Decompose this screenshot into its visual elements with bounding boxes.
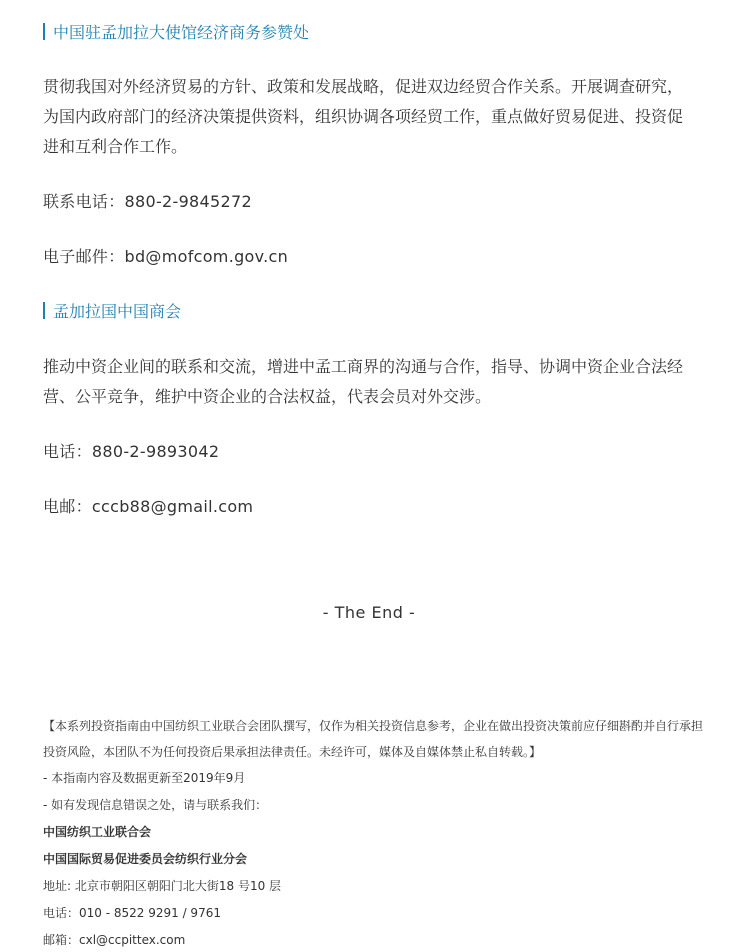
contact-intro: - 如有发现信息错误之处，请与联系我们：: [43, 798, 268, 812]
heading-text: 孟加拉国中国商会: [53, 302, 182, 321]
org-name-secondary: 中国国际贸易促进委员会纺织行业分会: [43, 852, 248, 866]
org-address: 地址: 北京市朝阳区朝阳门北大街18 号10 层: [43, 879, 282, 893]
org-name-primary: 中国纺织工业联合会: [43, 825, 152, 839]
heading-text: 中国驻孟加拉大使馆经济商务参赞处: [53, 23, 310, 42]
heading-accent-bar: [43, 302, 45, 319]
disclaimer-text: 【本系列投资指南由中国纺织工业联合会团队撰写，仅作为相关投资信息参考，企业在做出投资决策前应仔细斟酌并自行承担投资风险，本团队不为任何投资后果承担法律责任。未经许可，媒体及自媒体禁止私自转载。】: [43, 719, 704, 759]
chamber-description: 推动中资企业间的联系和交流，增进中孟工商界的沟通与合作，指导、协调中资企业合法经营、公平竞争，维护中资企业的合法权益，代表会员对外交涉。: [43, 357, 684, 406]
embassy-email: 电子邮件：bd@mofcom.gov.cn: [43, 247, 289, 266]
section-heading-chamber: [43, 302, 181, 322]
chamber-phone: 电话：880-2-9893042: [43, 442, 220, 461]
chamber-email: 电邮：cccb88@gmail.com: [43, 497, 254, 516]
update-note: - 本指南内容及数据更新至2019年9月: [43, 771, 246, 785]
section-heading-embassy: [43, 23, 309, 43]
org-email: 邮箱：cxl@ccpittex.com: [43, 933, 186, 947]
org-phone: 电话：010 - 8522 9291 / 9761: [43, 906, 221, 920]
the-end-marker: - The End -: [322, 603, 416, 622]
embassy-phone: 联系电话：880-2-9845272: [43, 192, 252, 211]
heading-accent-bar: [43, 23, 45, 40]
embassy-description: 贯彻我国对外经济贸易的方针、政策和发展战略，促进双边经贸合作关系。开展调查研究，为国内政府部门的经济决策提供资料，组织协调各项经贸工作，重点做好贸易促进、投资促进和互利合作工作。: [43, 77, 684, 156]
